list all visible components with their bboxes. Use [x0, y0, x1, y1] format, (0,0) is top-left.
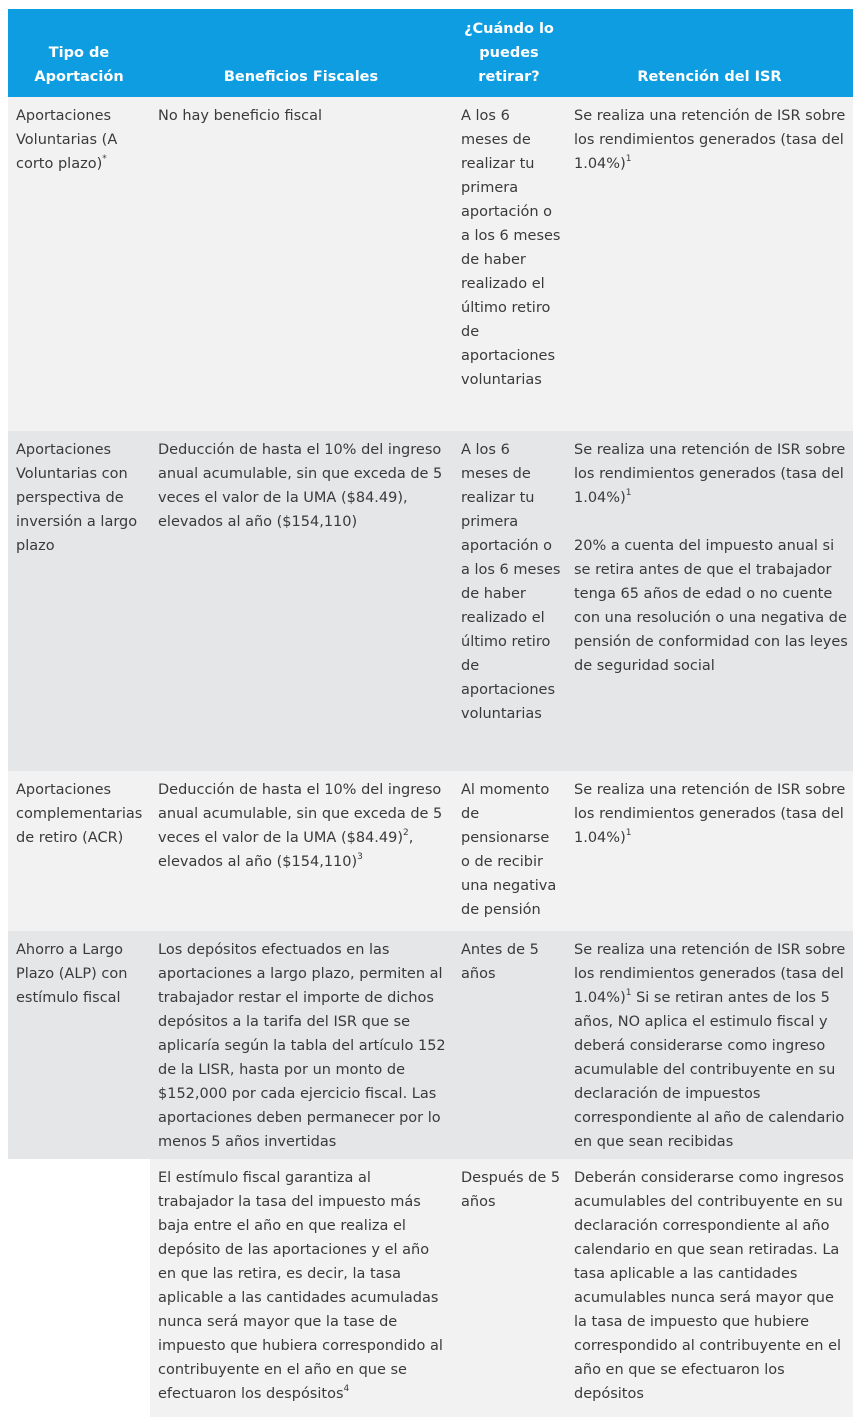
cell-isr-text: Se realiza una retención de ISR sobre los rendimientos generados (tasa del 1.04%) — [574, 108, 846, 172]
header-tipo — [8, 41, 150, 89]
cell-isr — [574, 778, 850, 850]
header-tipo-line2: Aportación — [34, 69, 124, 85]
cell-beneficio: Deducción de hasta el 10% del ingreso anual acumulable, sin que exceda de 5 veces el valor de la UMA ($84.49), elevados al año ($154,110) — [158, 442, 443, 530]
cell-beneficio: No hay beneficio fiscal — [158, 108, 323, 124]
empty-cell — [8, 1159, 150, 1417]
footnote-mark: 1 — [625, 988, 632, 999]
cell-isr-p2: 20% a cuenta del impuesto anual si se retira antes de que el trabajador tenga 65 años de edad o no cuente con una resolución o una negativa de pensión de conformidad con las leyes de seguridad social — [574, 538, 848, 674]
cell-beneficio: Los depósitos efectuados en las aportaciones a largo plazo, permiten al trabajador restar el importe de dichos depósitos a la tarifa del ISR que se aplicaría según la tabla del artículo 152 de la LISR, hasta por un monto de $152,000 por cada ejercicio fiscal. Las aportaciones deben permanecer por lo menos 5 años invertidas — [158, 942, 446, 1150]
cell-isr — [574, 438, 850, 678]
tax-table — [8, 9, 853, 1402]
footnote-mark: 2 — [403, 828, 409, 839]
cell-isr — [574, 104, 850, 176]
cell-tipo-text: Aportaciones Voluntarias (A corto plazo) — [16, 108, 118, 172]
table-row — [8, 1159, 853, 1417]
header-tipo-line1: Tipo de — [48, 45, 110, 61]
header-retiro-line3: retirar? — [478, 69, 540, 85]
footnote-mark: 3 — [357, 852, 363, 863]
table-row — [8, 771, 853, 931]
cell-tipo: Aportaciones complementarias de retiro (ACR) — [16, 782, 143, 846]
cell-isr-text: Se realiza una retención de ISR sobre los rendimientos generados (tasa del 1.04%) — [574, 442, 846, 506]
table-row — [8, 97, 853, 431]
cell-beneficio-text: El estímulo fiscal garantiza al trabajador la tasa del impuesto más baja entre el año en que realiza el depósito de las aportaciones y el año en que las retira, es decir, la tasa aplicable a las cantidades acumuladas nunca será mayor que la tase de impuesto que hubiera correspondido al contribuyente en el año en que se efectuaron los despósitos — [158, 1170, 443, 1402]
cell-isr-p1 — [574, 438, 850, 510]
footnote-mark: 1 — [625, 488, 632, 499]
cell-isr-text-b: Si se retiran antes de los 5 años, NO aplica el estimulo fiscal y deberá considerarse como ingreso acumulable del contribuyente en su declaración de impuestos correspondiente al año de calendario en que sean recibidas — [574, 990, 845, 1150]
cell-retiro: Antes de 5 años — [461, 942, 539, 982]
footnote-mark: 1 — [625, 154, 632, 165]
cell-tipo: Ahorro a Largo Plazo (ALP) con estímulo fiscal — [16, 942, 128, 1006]
table-row — [8, 931, 853, 1159]
table-row — [8, 431, 853, 771]
cell-isr-text-a: Se realiza una retención de ISR sobre los rendimientos generados (tasa del 1.04%) — [574, 942, 846, 1006]
footnote-mark: * — [102, 154, 107, 165]
cell-retiro: A los 6 meses de realizar tu primera aportación o a los 6 meses de haber realizado el último retiro de aportaciones voluntarias — [461, 108, 561, 388]
header-retiro-line1: ¿Cuándo lo — [464, 21, 554, 37]
cell-tipo: Aportaciones Voluntarias con perspectiva de inversión a largo plazo — [16, 442, 138, 554]
cell-retiro: Al momento de pensionarse o de recibir una negativa de pensión — [461, 782, 557, 918]
footnote-mark: 4 — [343, 1384, 350, 1395]
cell-isr-text: Se realiza una retención de ISR sobre los rendimientos generados (tasa del 1.04%) — [574, 782, 846, 846]
cell-isr — [574, 938, 850, 1154]
table-header — [8, 9, 853, 97]
cell-beneficio-text-a: Deducción de hasta el 10% del ingreso anual acumulable, sin que exceda de 5 veces el valor de la UMA ($84.49) — [158, 782, 443, 846]
header-retiro-line2: puedes — [479, 45, 539, 61]
header-beneficios: Beneficios Fiscales — [223, 69, 379, 85]
footnote-mark: 1 — [625, 828, 632, 839]
cell-retiro: Después de 5 años — [461, 1170, 561, 1210]
header-isr: Retención del ISR — [637, 69, 782, 85]
cell-beneficio — [158, 778, 450, 874]
header-retiro — [452, 17, 566, 89]
cell-beneficio-text-b: , elevados al año ($154,110) — [158, 830, 414, 870]
cell-retiro: A los 6 meses de realizar tu primera aportación o a los 6 meses de haber realizado el último retiro de aportaciones voluntarias — [461, 442, 561, 722]
cell-isr: Deberán considerarse como ingresos acumulables del contribuyente en su declaración correspondiente al año calendario en que sean retiradas. La tasa aplicable a las cantidades acumulables nunca será mayor que la tasa de impuesto que hubiere correspondido al contribuyente en el año en que se efectuaron los depósitos — [574, 1170, 844, 1402]
cell-beneficio — [158, 1166, 450, 1406]
cell-tipo — [16, 104, 144, 176]
